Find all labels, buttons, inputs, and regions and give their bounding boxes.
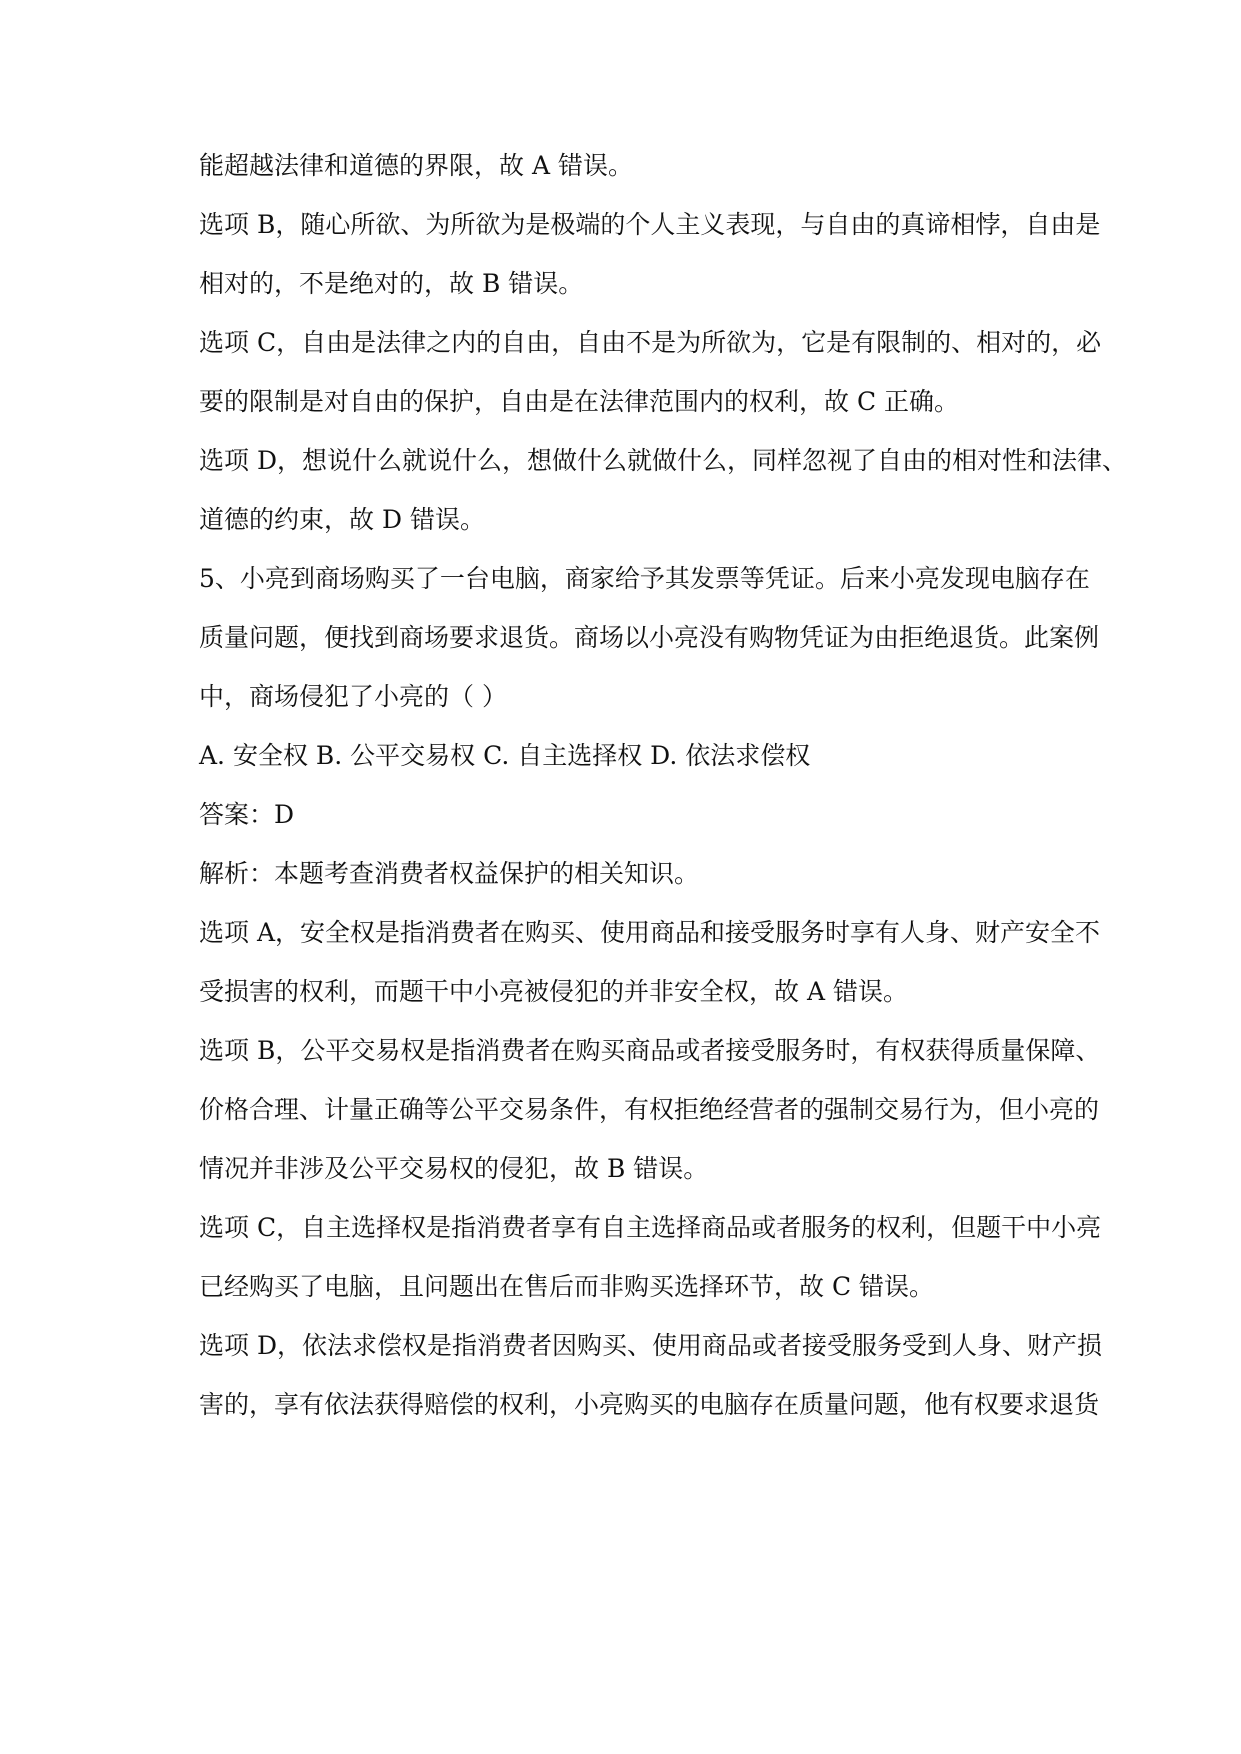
- text-line-22: 害的，享有依法获得赔偿的权利，小亮购买的电脑存在质量问题，他有权要求退货: [199, 1390, 1100, 1419]
- text-line-4: 选项 C，自由是法律之内的自由，自由不是为所欲为，它是有限制的、相对的，必: [199, 328, 1102, 357]
- text-line-20: 已经购买了电脑，且问题出在售后而非购买选择环节，故 C 错误。: [199, 1272, 935, 1301]
- text-line-14: 选项 A，安全权是指消费者在购买、使用商品和接受服务时享有人身、财产安全不: [199, 918, 1101, 947]
- text-line-15: 受损害的权利，而题干中小亮被侵犯的并非安全权，故 A 错误。: [199, 977, 908, 1006]
- question-5-line-3: 中，商场侵犯了小亮的（ ）: [199, 682, 507, 711]
- answer-line: 答案：D: [199, 800, 295, 829]
- question-5-line-1: 5、小亮到商场购买了一台电脑，商家给予其发票等凭证。后来小亮发现电脑存在: [199, 564, 1090, 593]
- text-line-1: 能超越法律和道德的界限，故 A 错误。: [199, 151, 633, 180]
- text-line-18: 情况并非涉及公平交易权的侵犯，故 B 错误。: [199, 1154, 709, 1183]
- question-5-line-2: 质量问题，便找到商场要求退货。商场以小亮没有购物凭证为由拒绝退货。此案例: [199, 623, 1100, 652]
- text-line-16: 选项 B，公平交易权是指消费者在购买商品或者接受服务时，有权获得质量保障、: [199, 1036, 1101, 1065]
- text-line-17: 价格合理、计量正确等公平交易条件，有权拒绝经营者的强制交易行为，但小亮的: [199, 1095, 1100, 1124]
- text-line-5: 要的限制是对自由的保护，自由是在法律范围内的权利，故 C 正确。: [199, 387, 960, 416]
- text-line-7: 道德的约束，故 D 错误。: [199, 505, 485, 534]
- text-line-19: 选项 C，自主选择权是指消费者享有自主选择商品或者服务的权利，但题干中小亮: [199, 1213, 1102, 1242]
- analysis-intro: 解析：本题考查消费者权益保护的相关知识。: [199, 859, 700, 888]
- text-line-21: 选项 D，依法求偿权是指消费者因购买、使用商品或者接受服务受到人身、财产损: [199, 1331, 1102, 1360]
- text-line-2: 选项 B，随心所欲、为所欲为是极端的个人主义表现，与自由的真谛相悖，自由是: [199, 210, 1101, 239]
- answer-options: A. 安全权 B. 公平交易权 C. 自主选择权 D. 依法求偿权: [199, 741, 811, 770]
- text-line-6: 选项 D，想说什么就说什么，想做什么就做什么，同样忽视了自由的相对性和法律、: [199, 446, 1127, 475]
- text-line-3: 相对的，不是绝对的，故 B 错误。: [199, 269, 584, 298]
